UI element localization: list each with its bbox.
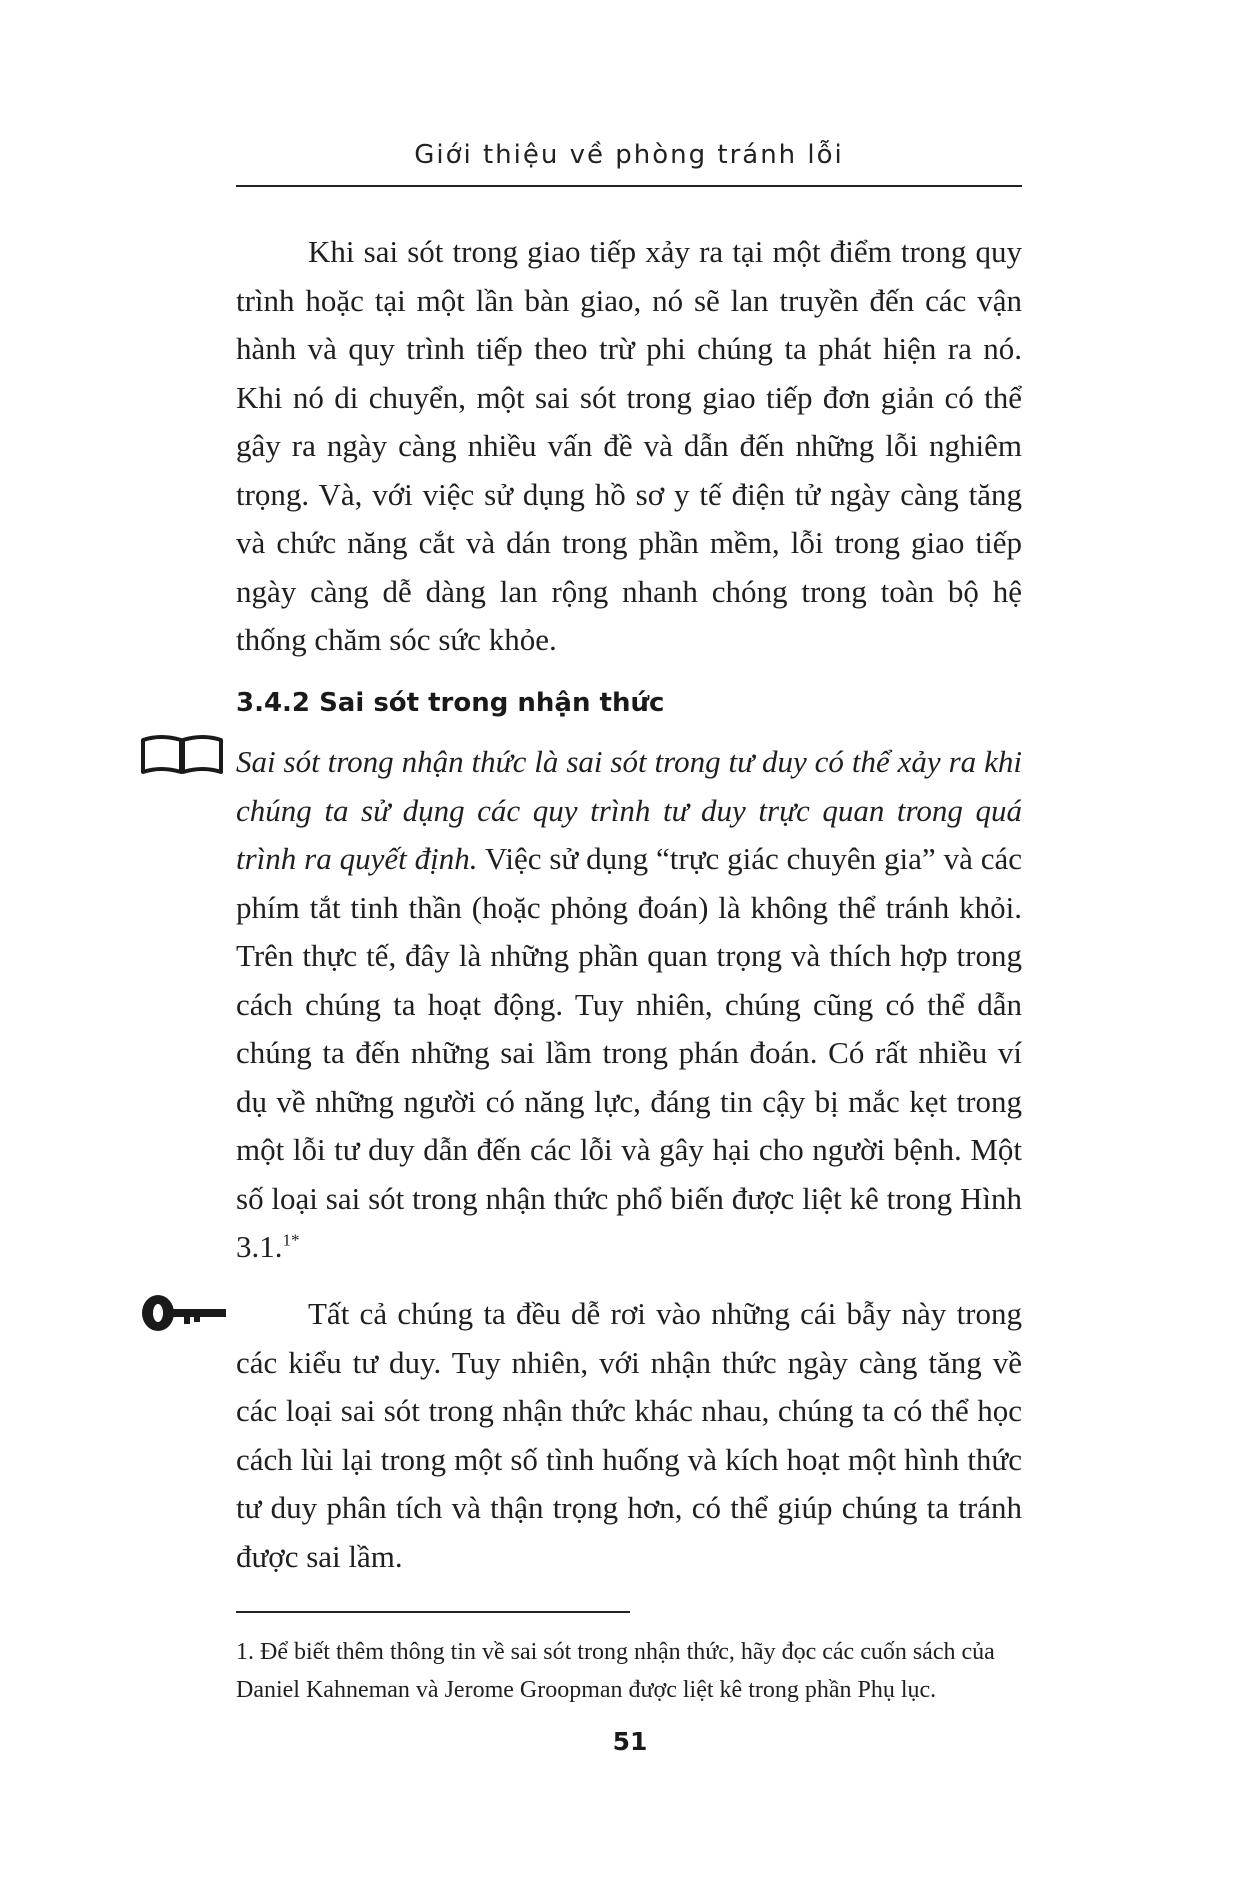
footnote-reference: 1* [282, 1230, 300, 1250]
paragraph-communication-errors: Khi sai sót trong giao tiếp xảy ra tại một điểm trong quy trình hoặc tại một lần bàn giao, nó sẽ lan truyền đến các vận hành và quy trình tiếp theo trừ phi chúng ta phát hiện ra nó. Khi nó di chuyển, một sai sót trong giao tiếp đơn giản có thể gây ra ngày càng nhiều vấn đề và dẫn đến những lỗi nghiêm trọng. Và, với việc sử dụng hồ sơ y tế điện tử ngày càng tăng và chức năng cắt và dán trong phần mềm, lỗi trong giao tiếp ngày càng dễ dàng lan rộng nhanh chóng trong toàn bộ hệ thống chăm sóc sức khỏe. [236, 234, 1022, 657]
page-number: 51 [612, 1727, 648, 1756]
section-heading: 3.4.2 Sai sót trong nhận thức [236, 688, 665, 718]
footnote-rule [236, 1611, 630, 1613]
definition-body: Việc sử dụng “trực giác chuyên gia” và các phím tắt tinh thần (hoặc phỏng đoán) là không thể tránh khỏi. Trên thực tế, đây là những phần quan trọng và thích hợp trong cách chúng ta hoạt động. Tuy nhiên, chúng cũng có thể dẫn chúng ta đến những sai lầm trong phán đoán. Có rất nhiều ví dụ về những người có năng lực, đáng tin cậy bị mắc kẹt trong một lỗi tư duy dẫn đến các lỗi và gây hại cho người bệnh. Một số loại sai sót trong nhận thức phổ biến được liệt kê trong Hình 3.1. [236, 841, 1022, 1264]
running-title: Giới thiệu về phòng tránh lỗi [414, 140, 844, 170]
definition-paragraph [236, 738, 1022, 1272]
footnote: 1. Để biết thêm thông tin về sai sót trong nhận thức, hãy đọc các cuốn sách của Daniel Kahneman và Jerome Groopman được liệt kê trong phần Phụ lục. [236, 1639, 995, 1703]
key-paragraph: Tất cả chúng ta đều dễ rơi vào những cái bẫy này trong các kiểu tư duy. Tuy nhiên, với nhận thức ngày càng tăng về các loại sai sót trong nhận thức khác nhau, chúng ta có thể học cách lùi lại trong một số tình huống và kích hoạt một hình thức tư duy phân tích và thận trọng hơn, có thể giúp chúng ta tránh được sai lầm. [236, 1296, 1022, 1574]
definition-term: Sai sót trong nhận thức là sai sót trong tư duy có thể xảy ra khi chúng ta sử dụng các quy trình tư duy trực quan trong quá trình ra quyết định. [236, 744, 1022, 876]
header-rule [236, 185, 1022, 187]
open-book-icon [140, 732, 224, 776]
key-icon [140, 1293, 228, 1333]
